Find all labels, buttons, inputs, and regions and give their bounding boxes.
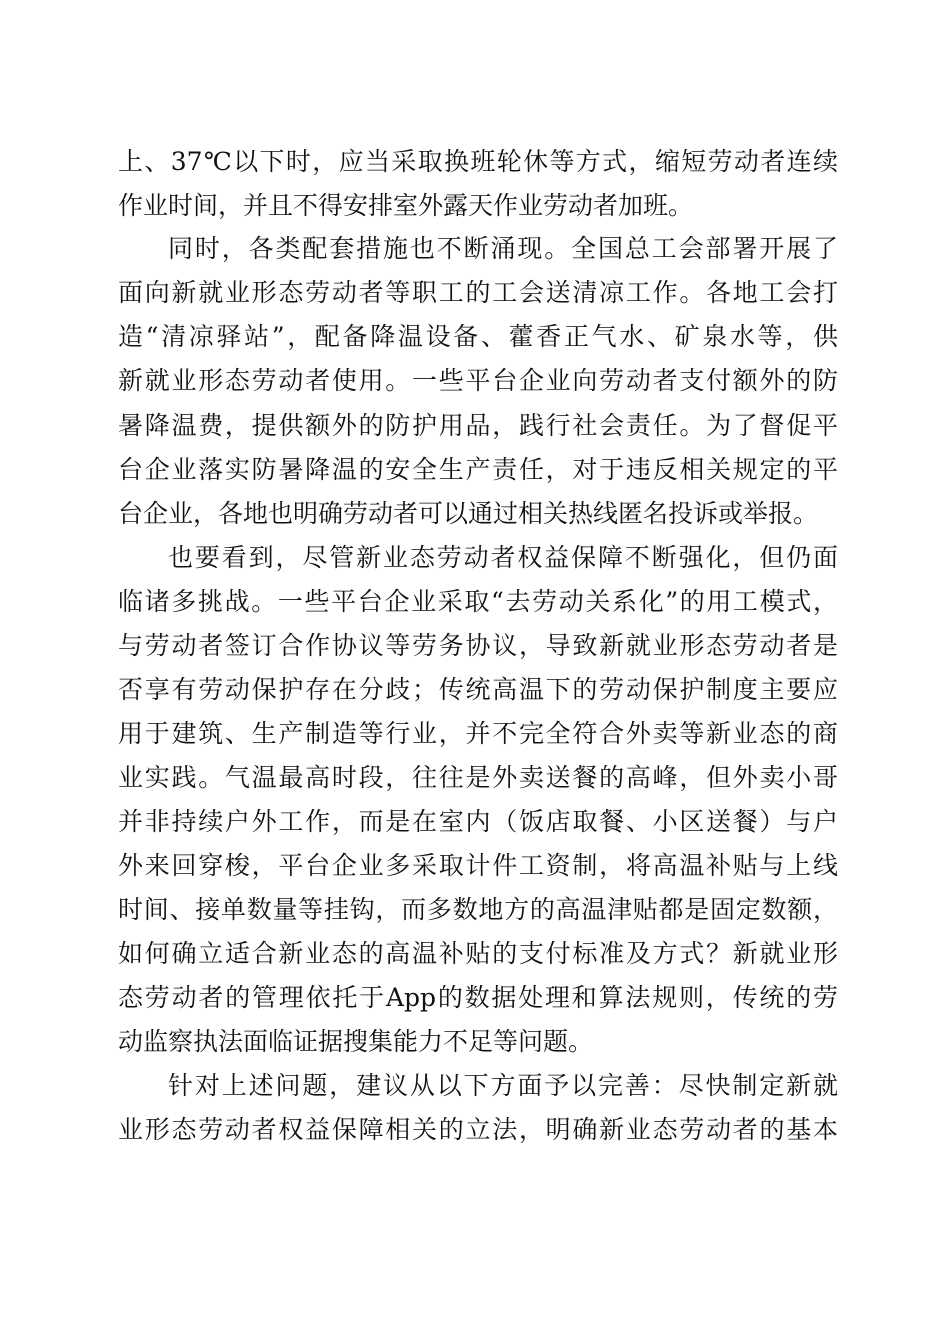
text-line: 作业时间，并且不得安排室外露天作业劳动者加班。 xyxy=(118,191,694,220)
text-line: 上、37℃以下时，应当采取换班轮休等方式，缩短劳动者连续 xyxy=(118,147,838,176)
text-line: 面向新就业形态劳动者等职工的工会送清凉工作。各地工会打 xyxy=(118,278,838,307)
text-line: 造“清凉驿站”，配备降温设备、藿香正气水、矿泉水等，供 xyxy=(118,322,838,351)
text-line: 业形态劳动者权益保障相关的立法，明确新业态劳动者的基本 xyxy=(118,1115,838,1144)
text-line: 用于建筑、生产制造等行业，并不完全符合外卖等新业态的商 xyxy=(118,719,838,748)
text-line: 并非持续户外工作，而是在室内（饭店取餐、小区送餐）与户 xyxy=(118,807,838,836)
text-line: 态劳动者的管理依托于App的数据处理和算法规则，传统的劳 xyxy=(118,983,838,1012)
text-line: 临诸多挑战。一些平台企业采取“去劳动关系化”的用工模式， xyxy=(118,587,838,616)
paragraph-first-line: 针对上述问题，建议从以下方面予以完善：尽快制定新就 xyxy=(168,1071,838,1100)
text-line: 如何确立适合新业态的高温补贴的支付标准及方式？新就业形 xyxy=(118,939,838,968)
paragraph-first-line: 也要看到，尽管新业态劳动者权益保障不断强化，但仍面 xyxy=(168,543,838,572)
text-line: 时间、接单数量等挂钩，而多数地方的高温津贴都是固定数额， xyxy=(118,895,838,924)
text-line: 否享有劳动保护存在分歧；传统高温下的劳动保护制度主要应 xyxy=(118,675,838,704)
paragraph-first-line: 同时，各类配套措施也不断涌现。全国总工会部署开展了 xyxy=(168,234,838,263)
text-line: 台企业，各地也明确劳动者可以通过相关热线匿名投诉或举报。 xyxy=(118,499,819,528)
text-line: 与劳动者签订合作协议等劳务协议，导致新就业形态劳动者是 xyxy=(118,631,838,660)
text-line: 外来回穿梭，平台企业多采取计件工资制，将高温补贴与上线 xyxy=(118,851,838,880)
text-line: 暑降温费，提供额外的防护用品，践行社会责任。为了督促平 xyxy=(118,411,838,440)
text-line: 台企业落实防暑降温的安全生产责任，对于违反相关规定的平 xyxy=(118,455,838,484)
text-line: 动监察执法面临证据搜集能力不足等问题。 xyxy=(118,1027,594,1056)
text-line: 业实践。气温最高时段，往往是外卖送餐的高峰，但外卖小哥 xyxy=(118,763,838,792)
text-line: 新就业形态劳动者使用。一些平台企业向劳动者支付额外的防 xyxy=(118,366,838,395)
